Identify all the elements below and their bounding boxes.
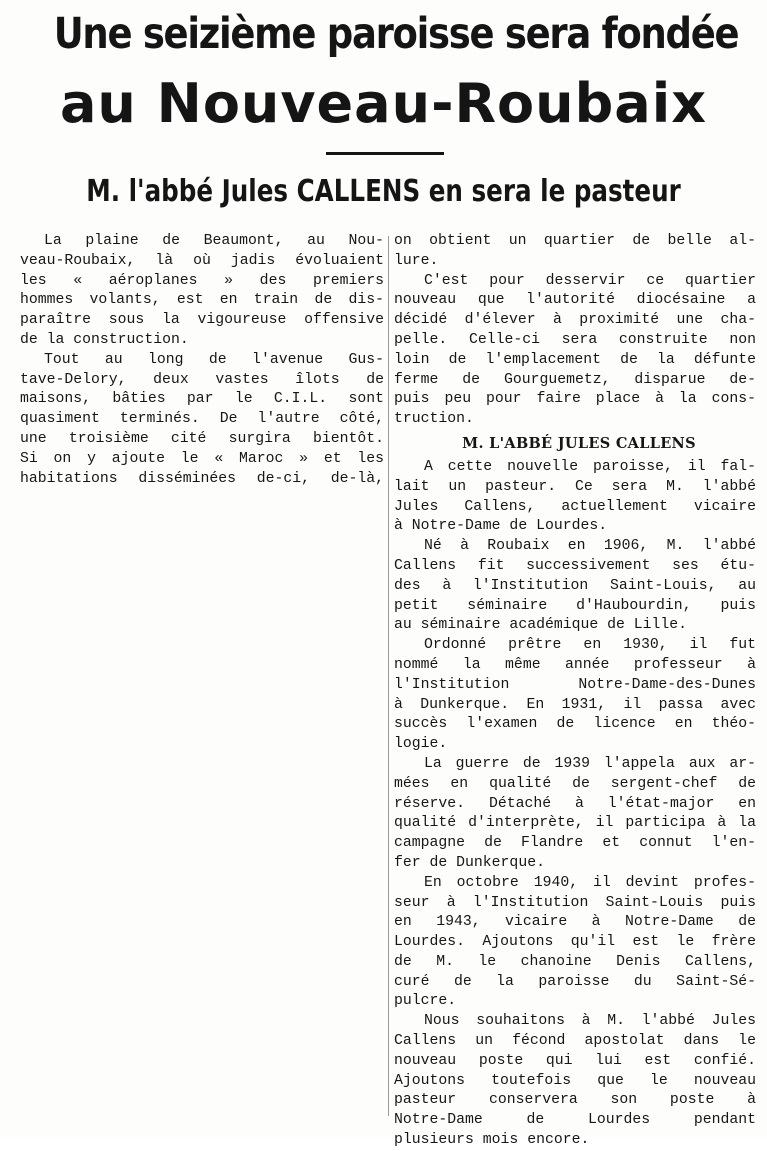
text-line: succès l'examen de licence en théo- [394,716,756,733]
headline-line-1: Une seizième paroisse sera fondée [53,9,739,59]
text-line: habitations disséminées de-ci, de-là, [20,470,384,487]
text-line: Nous souhaitons à M. l'abbé Jules [424,1013,756,1030]
paragraph [394,874,756,1013]
headline-line-2: au Nouveau-Roubaix [59,72,708,135]
text-line: une troisième cité surgira bientôt. [20,430,384,447]
text-line: seur à l'Institution Saint-Louis puis [394,894,756,911]
text-line: Né à Roubaix en 1906, M. l'abbé [424,538,756,555]
text-line: on obtient un quartier de belle al- [394,233,756,249]
text-line: Jules Callens, actuellement vicaire [394,498,756,515]
text-line: réserve. Détaché à l'état-major en [394,795,756,812]
text-line: les « aéroplanes » des premiers [20,272,384,289]
text-line: pelle. Celle-ci sera construite non [394,331,756,348]
text-line: pulcre. [394,993,457,1010]
text-line: Si on y ajoute le « Maroc » et les [20,450,384,467]
text-line: pasteur conservera son poste à [394,1092,756,1109]
text-line: La guerre de 1939 l'appela aux ar- [424,755,756,772]
left-column [20,232,384,489]
text-line: tave-Delory, deux vastes îlots de [20,371,384,388]
text-line: décidé d'élever à proximité une cha- [394,312,756,329]
headline-rule [326,152,444,155]
column-divider [388,236,389,1116]
text-line: Notre-Dame de Lourdes pendant [394,1112,756,1129]
paragraph [20,232,384,351]
paragraph [394,636,756,755]
paragraph [394,232,756,272]
text-line: de M. le chanoine Denis Callens, [394,953,756,970]
paragraph [394,537,756,636]
text-line: nommé la même année professeur à [394,656,756,673]
text-line: logie. [394,736,448,753]
text-line: lait un pasteur. Ce sera M. l'abbé [394,478,756,495]
text-line: à Notre-Dame de Lourdes. [394,518,608,535]
text-line: maisons, bâties par le C.I.L. sont [20,391,384,408]
text-line: Callens fit successivement ses étu- [394,557,756,574]
text-line: petit séminaire d'Haubourdin, puis [394,597,756,614]
text-line: La plaine de Beaumont, au Nou- [44,233,384,249]
text-line: à Dunkerque. En 1931, il passa avec [394,696,756,713]
text-line: curé de la paroisse du Saint-Sé- [394,973,756,990]
text-line: nouveau poste qui lui est confié. [394,1052,756,1069]
text-line: paraître sous la vigoureuse offensive [20,312,384,329]
text-line: l'Institution Notre-Dame-des-Dunes [394,676,756,693]
text-line: ferme de Gourguemetz, disparue de- [394,371,756,388]
text-line: Tout au long de l'avenue Gus- [44,351,384,368]
text-line: plusieurs mois encore. [394,1132,590,1149]
text-line: fer de Dunkerque. [394,854,545,871]
right-column [394,232,756,1151]
section-heading: M. L'ABBÉ JULES CALLENS [462,434,696,452]
text-line: A cette nouvelle paroisse, il fal- [424,458,756,475]
text-line: C'est pour desservir ce quartier [424,272,756,289]
paragraph [20,351,384,490]
text-line: lure. [394,252,439,269]
text-line: de la construction. [20,331,189,348]
text-line: Callens un fécond apostolat dans le [394,1033,756,1050]
text-line: truction. [394,411,474,428]
text-line: Lourdes. Ajoutons qu'il est le frère [394,934,756,951]
text-line: mées en qualité de sergent-chef de [394,775,756,792]
paragraph [394,755,756,874]
text-line: en 1943, vicaire à Notre-Dame de [394,914,756,931]
text-line: hommes volants, est en train de dis- [20,292,384,309]
paragraph [394,458,756,537]
text-line: puis peu pour faire place à la cons- [394,391,756,408]
paragraph [394,1012,756,1151]
text-line: En octobre 1940, il devint profes- [424,874,756,891]
subheadline: M. l'abbé Jules CALLENS en sera le pasteur [86,174,681,209]
text-line: au séminaire académique de Lille. [394,617,688,634]
text-line: qualité d'interprète, il participa à la [394,815,756,832]
text-line: Ajoutons toutefois que le nouveau [394,1072,756,1089]
text-line: campagne de Flandre et connut l'en- [394,835,756,852]
text-line: nouveau que l'autorité diocésaine a [394,292,756,309]
text-line: Ordonné prêtre en 1930, il fut [424,637,756,654]
paragraph [394,272,756,430]
text-line: quasiment terminés. De l'autre côté, [20,411,384,428]
text-line: des à l'Institution Saint-Louis, au [394,577,756,594]
text-line: loin de l'emplacement de la défunte [394,351,756,368]
text-line: veau-Roubaix, là où jadis évoluaient [20,252,384,269]
